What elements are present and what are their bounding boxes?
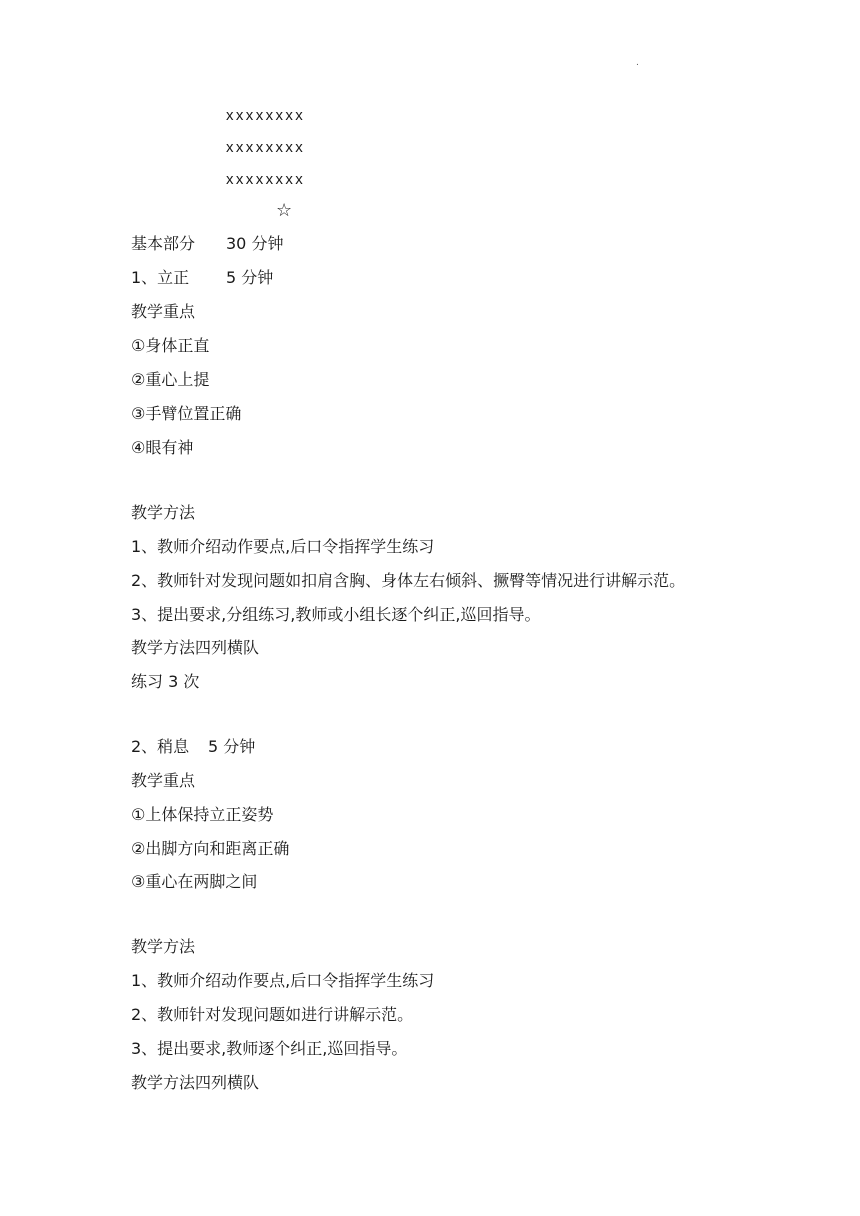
section1-method: 2、教师针对发现问题如扣肩含胸、身体左右倾斜、撅臀等情况进行讲解示范。 [131,571,686,590]
section1-methods-heading: 教学方法 [131,503,196,522]
section1-practice-note: 练习 3 次 [131,672,200,691]
section1-key-point: ①身体正直 [131,336,210,355]
section2-method: 2、教师针对发现问题如进行讲解示范。 [131,1005,414,1024]
formation-row: xxxxxxxx [226,107,306,124]
section2-formation-note: 教学方法四列横队 [131,1073,260,1092]
section2-method: 3、提出要求,教师逐个纠正,巡回指导。 [131,1039,408,1058]
section1-method: 3、提出要求,分组练习,教师或小组长逐个纠正,巡回指导。 [131,605,541,624]
section1-key-point: ③手臂位置正确 [131,404,242,423]
section2-title: 2、稍息 [131,737,190,756]
section1-title: 1、立正 [131,268,190,287]
formation-row: xxxxxxxx [226,171,306,188]
section1-key-point: ④眼有神 [131,438,194,457]
teacher-star-icon: ☆ [276,200,293,221]
section2-methods-heading: 教学方法 [131,937,196,956]
section1-duration: 5 分钟 [226,268,274,287]
section2-method: 1、教师介绍动作要点,后口令指挥学生练习 [131,971,435,990]
section2-key-points-heading: 教学重点 [131,771,196,790]
corner-mark: . [636,58,639,68]
section2-key-point: ③重心在两脚之间 [131,872,258,891]
formation-row: xxxxxxxx [226,139,306,156]
basic-part-duration: 30 分钟 [226,234,284,253]
section2-key-point: ①上体保持立正姿势 [131,805,274,824]
section2-key-point: ②出脚方向和距离正确 [131,839,290,858]
section1-key-point: ②重心上提 [131,370,210,389]
basic-part-label: 基本部分 [131,234,196,253]
section1-method: 1、教师介绍动作要点,后口令指挥学生练习 [131,537,435,556]
section1-formation-note: 教学方法四列横队 [131,638,260,657]
section2-duration: 5 分钟 [208,737,256,756]
section1-key-points-heading: 教学重点 [131,302,196,321]
